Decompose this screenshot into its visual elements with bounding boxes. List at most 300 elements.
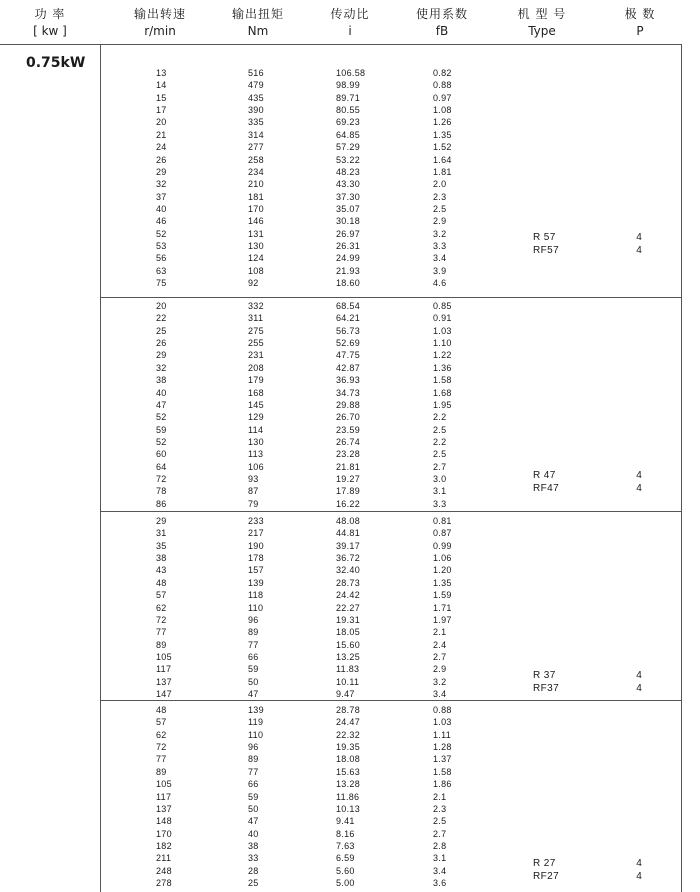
speed-cell: 24	[156, 142, 167, 153]
speed-cell: 21	[156, 129, 167, 140]
speed-cell: 59	[156, 424, 167, 435]
ratio-cell: 11.83	[336, 664, 360, 675]
ratio-cell: 57.29	[336, 142, 361, 153]
model-type-label: RF57	[533, 245, 560, 256]
speed-cell: 37	[156, 191, 167, 202]
factor-cell: 3.1	[433, 486, 447, 497]
torque-cell: 210	[248, 179, 264, 190]
factor-cell: 4.6	[433, 277, 447, 288]
ratio-cell: 13.28	[336, 779, 361, 790]
header-ratio	[312, 6, 388, 40]
factor-cell: 2.5	[433, 203, 447, 214]
torque-cell: 25	[248, 877, 259, 888]
speed-cell: 105	[156, 779, 172, 790]
speed-cell: 46	[156, 216, 167, 227]
model-type-label: R 27	[533, 858, 556, 869]
torque-cell: 131	[248, 228, 264, 239]
speed-cell: 47	[156, 399, 167, 410]
factor-cell: 0.85	[433, 301, 452, 311]
factor-cell: 1.97	[433, 614, 452, 625]
ratio-cell: 18.08	[336, 754, 361, 765]
speed-cell: 48	[156, 577, 167, 588]
factor-cell: 2.3	[433, 191, 447, 202]
ratio-cell: 9.41	[336, 816, 355, 827]
factor-cell: 1.35	[433, 577, 452, 588]
ratio-cell: 44.81	[336, 528, 361, 539]
factor-cell: 3.9	[433, 265, 447, 276]
speed-cell: 63	[156, 265, 167, 276]
factor-cell: 2.7	[433, 828, 447, 839]
speed-cell: 17	[156, 105, 167, 115]
ratio-cell: 24.47	[336, 717, 361, 728]
ratio-cell: 29.88	[336, 399, 361, 410]
torque-cell: 89	[248, 627, 259, 638]
speed-cell: 15	[156, 92, 167, 103]
speed-cell: 147	[156, 688, 172, 699]
torque-cell: 335	[248, 117, 264, 128]
speed-cell: 77	[156, 627, 167, 638]
speed-cell: 117	[156, 791, 172, 802]
torque-cell: 435	[248, 92, 264, 103]
ratio-cell: 24.42	[336, 590, 361, 601]
factor-cell: 1.59	[433, 590, 452, 601]
factor-cell: 2.2	[433, 412, 447, 423]
factor-cell: 3.2	[433, 228, 447, 239]
factor-cell: 3.1	[433, 853, 447, 864]
torque-cell: 255	[248, 338, 264, 348]
model-type-label: R 47	[533, 470, 556, 481]
torque-cell: 179	[248, 375, 264, 386]
speed-cell: 20	[156, 301, 167, 311]
speed-cell: 32	[156, 362, 167, 373]
torque-cell: 258	[248, 154, 264, 165]
torque-cell: 66	[248, 651, 259, 662]
header-poles-unit: P	[636, 24, 644, 38]
factor-cell: 2.8	[433, 840, 447, 851]
torque-cell: 96	[248, 742, 259, 752]
torque-cell: 275	[248, 325, 264, 336]
speed-cell: 89	[156, 766, 167, 777]
speed-cell: 32	[156, 179, 167, 190]
ratio-cell: 21.81	[336, 461, 361, 472]
speed-cell: 52	[156, 436, 167, 447]
torque-cell: 129	[248, 412, 264, 423]
torque-cell: 47	[248, 688, 259, 699]
pole-count: 4	[636, 245, 642, 256]
factor-cell: 3.3	[433, 498, 447, 509]
ratio-cell: 64.85	[336, 129, 361, 140]
ratio-cell: 53.22	[336, 154, 361, 165]
factor-cell: 2.5	[433, 449, 447, 460]
factor-cell: 2.4	[433, 639, 447, 650]
factor-cell: 3.4	[433, 688, 447, 699]
model-type-label: RF27	[533, 871, 560, 882]
pole-count: 4	[636, 683, 642, 694]
factor-cell: 1.95	[433, 399, 452, 410]
torque-cell: 139	[248, 577, 264, 588]
torque-cell: 516	[248, 68, 264, 78]
torque-cell: 110	[248, 602, 264, 613]
speed-cell: 182	[156, 840, 172, 851]
header-torque	[218, 6, 298, 40]
speed-cell: 43	[156, 565, 167, 576]
factor-cell: 2.3	[433, 803, 447, 814]
ratio-cell: 37.30	[336, 191, 361, 202]
ratio-cell: 30.18	[336, 216, 361, 227]
torque-cell: 59	[248, 791, 259, 802]
header-speed-label: 输出转速	[133, 7, 186, 21]
ratio-cell: 48.23	[336, 166, 361, 177]
factor-cell: 2.1	[433, 791, 447, 802]
speed-cell: 211	[156, 853, 172, 864]
ratio-cell: 26.74	[336, 436, 361, 447]
torque-cell: 124	[248, 253, 264, 264]
speed-cell: 40	[156, 387, 167, 398]
ratio-cell: 69.23	[336, 117, 361, 128]
factor-cell: 0.88	[433, 705, 452, 715]
ratio-cell: 56.73	[336, 325, 361, 336]
ratio-cell: 18.60	[336, 277, 361, 288]
torque-cell: 234	[248, 166, 264, 177]
torque-cell: 332	[248, 301, 264, 311]
header-speed-unit: r/min	[144, 24, 176, 38]
ratio-cell: 52.69	[336, 338, 361, 348]
speed-cell: 60	[156, 449, 167, 460]
factor-cell: 2.5	[433, 424, 447, 435]
speed-cell: 137	[156, 803, 172, 814]
factor-cell: 1.58	[433, 375, 452, 386]
ratio-cell: 6.59	[336, 853, 355, 864]
speed-cell: 170	[156, 828, 172, 839]
header-factor-unit: fB	[435, 24, 449, 38]
ratio-cell: 10.13	[336, 803, 361, 814]
speed-cell: 278	[156, 877, 172, 888]
power-label: 0.75kW	[26, 55, 86, 71]
header-torque-unit: Nm	[247, 24, 269, 38]
header-poles	[608, 6, 672, 40]
factor-cell: 1.37	[433, 754, 452, 765]
model-type-label: R 37	[533, 670, 556, 681]
torque-cell: 47	[248, 816, 259, 827]
factor-cell: 0.82	[433, 68, 452, 78]
ratio-cell: 26.31	[336, 240, 361, 251]
factor-cell: 1.64	[433, 154, 452, 165]
header-poles-label: 极 数	[624, 7, 656, 21]
speed-cell: 72	[156, 742, 167, 752]
factor-cell: 0.88	[433, 80, 452, 91]
torque-cell: 89	[248, 754, 259, 765]
torque-cell: 119	[248, 717, 264, 728]
speed-cell: 31	[156, 528, 167, 539]
ratio-cell: 5.00	[336, 877, 355, 888]
factor-cell: 3.2	[433, 676, 447, 687]
header-torque-label: 输出扭矩	[231, 7, 284, 21]
ratio-cell: 106.58	[336, 68, 366, 78]
speed-cell: 52	[156, 412, 167, 423]
factor-cell: 0.81	[433, 516, 452, 526]
ratio-cell: 11.86	[336, 791, 360, 802]
speed-cell: 20	[156, 117, 167, 128]
speed-cell: 86	[156, 498, 167, 509]
speed-cell: 62	[156, 729, 167, 740]
speed-cell: 26	[156, 338, 167, 348]
ratio-cell: 39.17	[336, 540, 361, 551]
torque-cell: 50	[248, 803, 259, 814]
speed-cell: 248	[156, 865, 172, 876]
speed-cell: 29	[156, 350, 167, 361]
speed-cell: 13	[156, 68, 167, 78]
ratio-cell: 9.47	[336, 688, 355, 699]
factor-cell: 0.97	[433, 92, 452, 103]
factor-cell: 1.11	[433, 729, 452, 740]
pole-count: 4	[636, 232, 642, 243]
factor-cell: 3.6	[433, 877, 447, 888]
torque-cell: 50	[248, 676, 259, 687]
gear-group-r27	[101, 705, 680, 889]
ratio-cell: 19.31	[336, 614, 361, 625]
torque-cell: 110	[248, 729, 264, 740]
factor-cell: 1.71	[433, 602, 452, 613]
pole-count: 4	[636, 871, 642, 882]
ratio-cell: 15.60	[336, 639, 361, 650]
torque-cell: 38	[248, 840, 259, 851]
speed-cell: 57	[156, 717, 167, 728]
factor-cell: 1.68	[433, 387, 452, 398]
ratio-cell: 8.16	[336, 828, 355, 839]
factor-cell: 1.36	[433, 362, 452, 373]
factor-cell: 3.4	[433, 865, 447, 876]
factor-cell: 1.58	[433, 766, 452, 777]
pole-count: 4	[636, 483, 642, 494]
speed-cell: 40	[156, 203, 167, 214]
ratio-cell: 26.70	[336, 412, 361, 423]
factor-cell: 2.9	[433, 216, 447, 227]
header-power-unit: [ kw ]	[33, 24, 67, 38]
ratio-cell: 23.28	[336, 449, 361, 460]
header-divider	[0, 44, 682, 45]
factor-cell: 1.52	[433, 142, 452, 153]
factor-cell: 0.87	[433, 528, 452, 539]
torque-cell: 146	[248, 216, 264, 227]
gear-group-r37	[101, 516, 680, 700]
ratio-cell: 68.54	[336, 301, 361, 311]
speed-cell: 78	[156, 486, 167, 497]
factor-cell: 3.4	[433, 253, 447, 264]
speed-cell: 29	[156, 516, 167, 526]
ratio-cell: 28.73	[336, 577, 361, 588]
torque-cell: 114	[248, 424, 264, 435]
factor-cell: 2.9	[433, 664, 447, 675]
ratio-cell: 80.55	[336, 105, 361, 115]
header-power-label: 功 率	[34, 7, 66, 21]
torque-cell: 87	[248, 486, 259, 497]
torque-cell: 170	[248, 203, 264, 214]
table-right-border	[681, 44, 682, 892]
speed-cell: 56	[156, 253, 167, 264]
speed-cell: 75	[156, 277, 167, 288]
ratio-cell: 19.35	[336, 742, 361, 752]
header-factor	[402, 6, 482, 40]
header-model-label: 机 型 号	[517, 7, 567, 21]
torque-cell: 208	[248, 362, 264, 373]
speed-cell: 57	[156, 590, 167, 601]
speed-cell: 72	[156, 614, 167, 625]
factor-cell: 2.0	[433, 179, 447, 190]
torque-cell: 390	[248, 105, 264, 115]
factor-cell: 1.06	[433, 553, 452, 563]
torque-cell: 77	[248, 639, 259, 650]
ratio-cell: 24.99	[336, 253, 361, 264]
ratio-cell: 48.08	[336, 516, 361, 526]
model-type-label: R 57	[533, 232, 556, 243]
group-divider-2	[101, 511, 681, 512]
factor-cell: 1.03	[433, 717, 452, 728]
header-power	[20, 6, 80, 40]
ratio-cell: 22.27	[336, 602, 361, 613]
factor-cell: 1.10	[433, 338, 452, 348]
torque-cell: 181	[248, 191, 264, 202]
ratio-cell: 89.71	[336, 92, 361, 103]
group-divider-1	[101, 297, 681, 298]
factor-cell: 2.5	[433, 816, 447, 827]
factor-cell: 1.81	[433, 166, 452, 177]
header-model	[502, 6, 582, 40]
ratio-cell: 10.11	[336, 676, 360, 687]
ratio-cell: 15.63	[336, 766, 361, 777]
speed-cell: 117	[156, 664, 172, 675]
torque-cell: 157	[248, 565, 264, 576]
torque-cell: 96	[248, 614, 259, 625]
ratio-cell: 21.93	[336, 265, 361, 276]
speed-cell: 25	[156, 325, 167, 336]
model-type-label: RF47	[533, 483, 560, 494]
torque-cell: 40	[248, 828, 259, 839]
factor-cell: 1.26	[433, 117, 452, 128]
table-header	[0, 0, 700, 44]
speed-cell: 26	[156, 154, 167, 165]
ratio-cell: 36.72	[336, 553, 361, 563]
speed-cell: 77	[156, 754, 167, 765]
torque-cell: 231	[248, 350, 264, 361]
ratio-cell: 28.78	[336, 705, 361, 715]
speed-cell: 105	[156, 651, 172, 662]
ratio-cell: 35.07	[336, 203, 361, 214]
torque-cell: 139	[248, 705, 264, 715]
torque-cell: 33	[248, 853, 259, 864]
torque-cell: 106	[248, 461, 264, 472]
pole-count: 4	[636, 670, 642, 681]
gear-group-r47	[101, 301, 680, 511]
torque-cell: 217	[248, 528, 264, 539]
factor-cell: 1.22	[433, 350, 452, 361]
factor-cell: 2.2	[433, 436, 447, 447]
speed-cell: 53	[156, 240, 167, 251]
factor-cell: 1.28	[433, 742, 452, 752]
gear-group-r57	[101, 68, 680, 293]
speed-cell: 72	[156, 473, 167, 484]
factor-cell: 1.20	[433, 565, 452, 576]
speed-cell: 64	[156, 461, 167, 472]
torque-cell: 28	[248, 865, 259, 876]
speed-cell: 148	[156, 816, 172, 827]
header-speed	[120, 6, 200, 40]
ratio-cell: 47.75	[336, 350, 361, 361]
header-model-unit: Type	[528, 24, 556, 38]
speed-cell: 62	[156, 602, 167, 613]
ratio-cell: 43.30	[336, 179, 361, 190]
torque-cell: 113	[248, 449, 264, 460]
speed-cell: 22	[156, 313, 167, 324]
torque-cell: 59	[248, 664, 259, 675]
torque-cell: 93	[248, 473, 259, 484]
ratio-cell: 18.05	[336, 627, 361, 638]
factor-cell: 1.35	[433, 129, 452, 140]
torque-cell: 77	[248, 766, 259, 777]
speed-cell: 48	[156, 705, 167, 715]
torque-cell: 233	[248, 516, 264, 526]
factor-cell: 2.7	[433, 461, 447, 472]
speed-cell: 14	[156, 80, 167, 91]
ratio-cell: 32.40	[336, 565, 361, 576]
torque-cell: 92	[248, 277, 259, 288]
factor-cell: 1.08	[433, 105, 452, 115]
torque-cell: 66	[248, 779, 259, 790]
ratio-cell: 22.32	[336, 729, 361, 740]
ratio-cell: 17.89	[336, 486, 361, 497]
torque-cell: 277	[248, 142, 264, 153]
ratio-cell: 5.60	[336, 865, 355, 876]
ratio-cell: 7.63	[336, 840, 355, 851]
torque-cell: 79	[248, 498, 259, 509]
torque-cell: 130	[248, 436, 264, 447]
torque-cell: 168	[248, 387, 264, 398]
model-type-label: RF37	[533, 683, 560, 694]
ratio-cell: 16.22	[336, 498, 361, 509]
torque-cell: 311	[248, 313, 264, 324]
torque-cell: 108	[248, 265, 264, 276]
factor-cell: 1.03	[433, 325, 452, 336]
ratio-cell: 23.59	[336, 424, 361, 435]
factor-cell: 2.1	[433, 627, 447, 638]
speed-cell: 137	[156, 676, 172, 687]
ratio-cell: 19.27	[336, 473, 361, 484]
torque-cell: 479	[248, 80, 264, 91]
ratio-cell: 34.73	[336, 387, 361, 398]
speed-cell: 29	[156, 166, 167, 177]
speed-cell: 38	[156, 375, 167, 386]
header-ratio-unit: i	[348, 24, 352, 38]
speed-cell: 35	[156, 540, 167, 551]
ratio-cell: 26.97	[336, 228, 361, 239]
pole-count: 4	[636, 858, 642, 869]
speed-cell: 89	[156, 639, 167, 650]
header-ratio-label: 传动比	[330, 7, 370, 21]
factor-cell: 0.99	[433, 540, 452, 551]
ratio-cell: 64.21	[336, 313, 361, 324]
torque-cell: 314	[248, 129, 264, 140]
pole-count: 4	[636, 470, 642, 481]
factor-cell: 1.86	[433, 779, 452, 790]
torque-cell: 118	[248, 590, 264, 601]
torque-cell: 145	[248, 399, 264, 410]
ratio-cell: 42.87	[336, 362, 361, 373]
speed-cell: 38	[156, 553, 167, 563]
ratio-cell: 36.93	[336, 375, 361, 386]
ratio-cell: 98.99	[336, 80, 361, 91]
factor-cell: 3.3	[433, 240, 447, 251]
torque-cell: 130	[248, 240, 264, 251]
factor-cell: 3.0	[433, 473, 447, 484]
